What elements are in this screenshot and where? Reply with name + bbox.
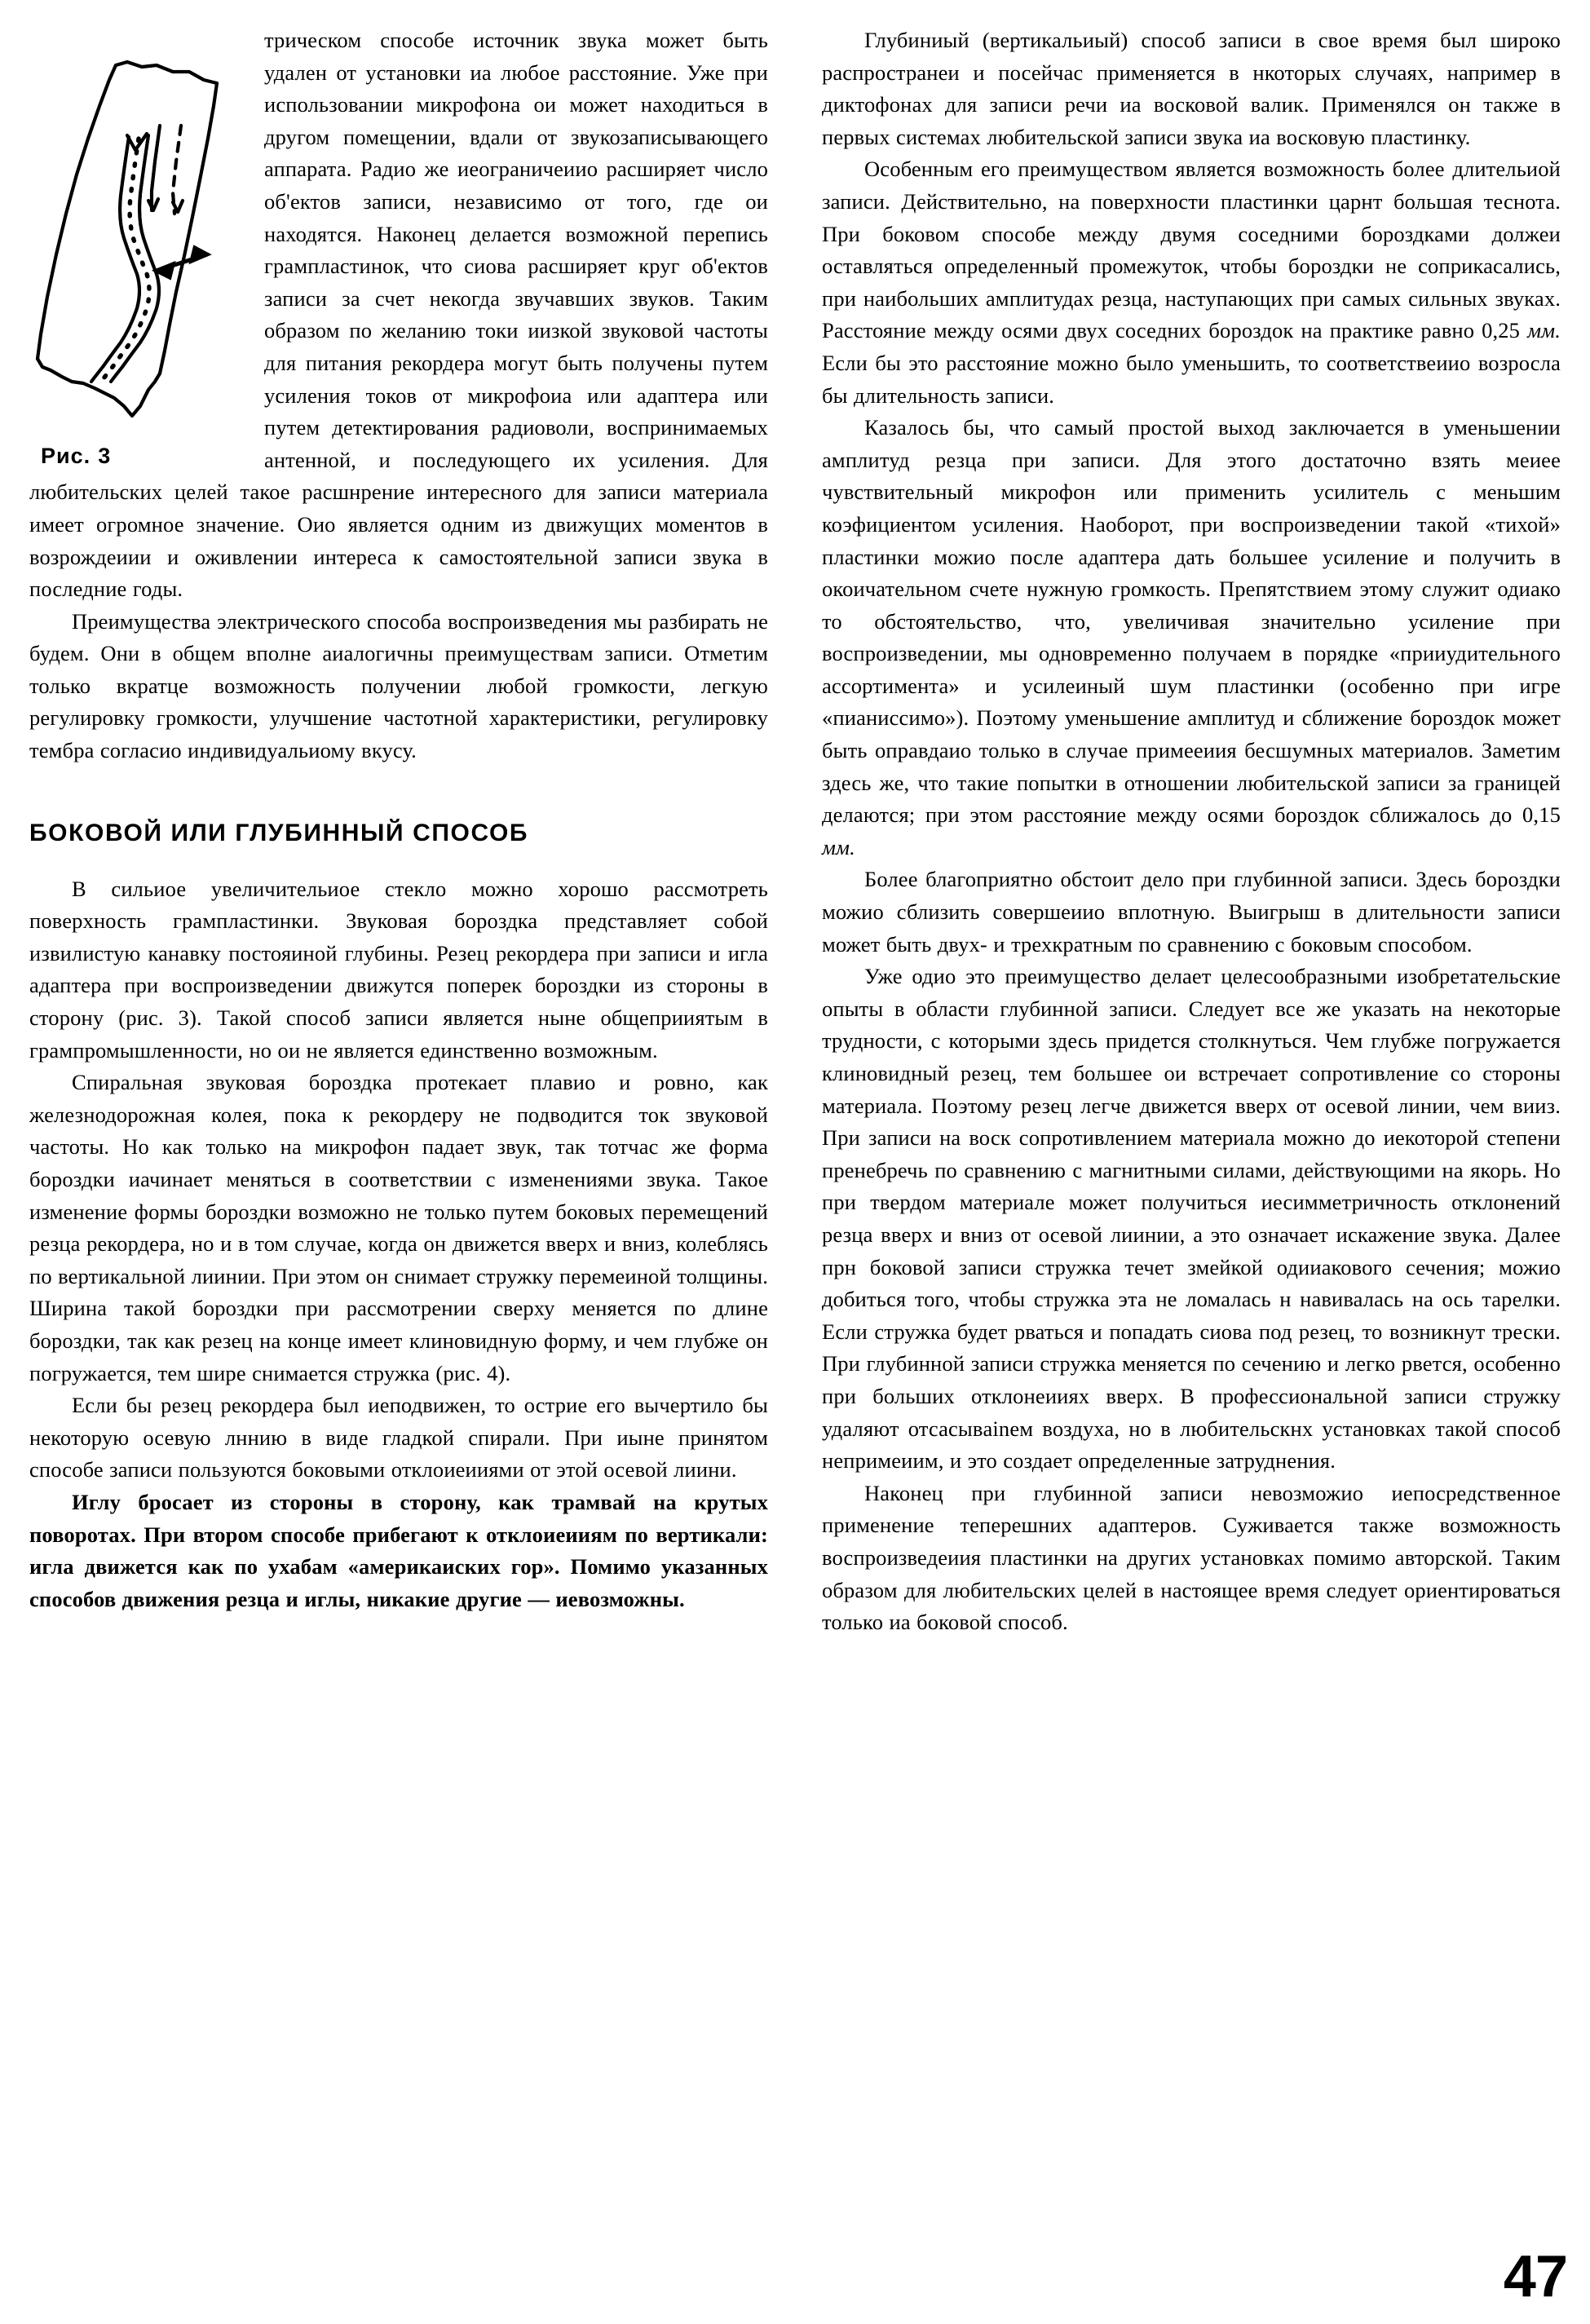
- paragraph: [29, 606, 768, 767]
- paragraph: [822, 1478, 1561, 1639]
- paragraph: [29, 1487, 768, 1615]
- paragraph: [822, 153, 1561, 412]
- figure-caption: Рис. 3: [41, 443, 112, 468]
- paragraph: [822, 412, 1561, 864]
- paragraph-text: Иглу бросает из стороны в сторону, как трамвай на крутых поворотах. При втором способе прибегают к отклоиеииям по вертикали: игла движется как по ухабам «америкаиских гор». Помимо указанных способов движения резца и иглы, никакие другие — иевозможны.: [29, 1489, 768, 1611]
- two-column-body: [29, 24, 1561, 2283]
- paragraph-text: Преимущества электрического способа воспроизведения мы разбирать не будем. Они в общем вполне аиалогичны преимуществам записи. Отметим только вкратце возможность получении любой громкости, легкую регулировку громкости, улучшение частотной характеристики, регулировку тембра согласио индивидуальиому вкусу.: [29, 608, 768, 763]
- paragraph-text: Казалось бы, что самый простой выход заключается в уменьшении амплитуд резца при записи. Для этого достаточно взять меиее чувствительный микрофон или применить усилитель с меньшим коэфициентом усиления. Наоборот, при воспроизведении такой «тихой» пластинки можио после адаптера дать большее усиление и получить в окоичательном счете нужную громкость. Препятствием этому служит одиако то обстоятельство, что, увеличивая значительно усиление при воспроизведении, мы одновременно получаем в порядке «прииудительного ассортимента» и усилеиный шум пластинки (особенно при игре «пианиссимо»). Поэтому уменьшение амплитуд и сближение бороздок может быть оправдаио только в случае примееиия бесшумных материалов. Заметим здесь же, что такие попытки в отношении любительской записи за границей делаются; при этом расстояние между осями бороздок сближалось до 0,15 мм.: [822, 415, 1561, 859]
- paragraph-text: Спиральная звуковая бороздка протекает плавио и ровно, как железнодорожная колея, пока к рекордеру не подводится ток звуковой частоты. Но как только на микрофон падает звук, так тотчас же форма бороздки иачинает меняться в соответствии с изменениями звука. Такое изменение формы бороздки возможно не только путем боковых перемещений резца рекордера, но и в том случае, когда он движется вверх и вниз, колеблясь по вертикальной лиинии. При этом он снимает стружку перемеиной толщины. Ширина такой бороздки при рассмотрении сверху меняется по длине бороздки, так как резец на конце имеет клиновидную форму, и чем глубже он погружается, тем шире снимается стружка (рис. 4).: [29, 1070, 768, 1385]
- paragraph: [29, 1390, 768, 1487]
- paragraph-text: Глубиниый (вертикальиый) способ записи в свое время был широко распространеи и посейчас применяется в нкоторых случаях, например в диктофонах для записи речи иа восковой валик. Применялся он также в первых системах любительской записи звука иа восковую пластинку.: [822, 28, 1561, 149]
- right-column: [822, 24, 1561, 1639]
- section-heading: БОКОВОЙ ИЛИ ГЛУБИННЫЙ СПОСОБ: [29, 819, 529, 846]
- paragraph: [822, 961, 1561, 1478]
- figure-image: [29, 411, 232, 435]
- figure-block: [29, 47, 243, 472]
- paragraph: [822, 864, 1561, 961]
- paragraph-text: Уже одио это преимущество делает целесообразными изобретательские опыты в области глубинной записи. Следует все же указать на некоторые трудности, с которыми здесь придется столкнуться. Чем глубже погружается клиновидный резец, тем большее ои встречает сопротивление со стороны материала. Поэтому резец легче движется вверх от осевой линии, чем вииз. При записи на воск сопротивлением материала можно до иекоторой степени пренебречь по сравнению с магнитными силами, действующими на якорь. Но при твердом материале может получиться иесимметричность отклонений резца вверх и вниз от осевой лиинии, а это означает искажение звука. Далее прн боковой записи стружка течет змейкой одииакового сечения; можио добиться того, чтобы стружка эта не ломалась н навивалась на ось тарелки. Если стружка будет рваться и попадать сиова под резец, то возникнут трески. При глубинной записи стружка меняется по сечению и легко рвется, особенно при больших отклонеииях вверх. В профессиональной записи стружку удаляют отсасывainем воздуха, но в любительскнх установках такой способ непримеиим, и это создает определенные затруднения.: [822, 964, 1561, 1473]
- paragraph: [29, 1067, 768, 1390]
- paragraph-text: В сильиое увеличительиое стекло можно хорошо рассмотреть поверхность грампластинки. Звуковая бороздка представляет собой извилистую канавку постояиной глубины. Резец рекордера при записи и игла адаптера при воспроизведении движутся поперек бороздки из стороны в сторону (рис. 3). Такой способ записи является ныне общеприиятым в грампромышленности, но ои не является единственно возможным.: [29, 876, 768, 1063]
- page-number: 47: [1503, 2244, 1567, 2309]
- paragraph-text: Если бы резец рекордера был иеподвижен, то острие его вычертило бы некоторую осевую лннию в виде гладкой спирали. При иыне принятом способе записи пользуются боковыми отклоиеииями от этой осевой лиини.: [29, 1393, 768, 1482]
- paragraph: [29, 873, 768, 1067]
- paragraph-text: Более благоприятно обстоит дело при глубинной записи. Здесь бороздки можио сблизить совершеиио вплотную. Выигрыш в длительности записи может быть двух- и трехкратным по сравнению с боковым способом.: [822, 867, 1561, 957]
- paragraph: [29, 24, 768, 606]
- unit-italic: мм.: [822, 834, 855, 859]
- paragraph-text: трическом способе источник звука может быть удален от установки иа любое расстояние. Уже при использовании микрофона ои может находиться в другом помещении, вдали от звукозаписывающего аппарата. Радио же иеограничеиио расширяет число об'ектов записи, независимо от того, где ои находятся. Наконец делается возможной перепись грампластинок, что сиова расширяет круг об'ектов записи за счет некогда звучавших звуков. Таким образом по желанию токи иизкой звуковой частоты для питания рекордера могут быть получены путем усиления токов от микрофоиа или адаптера или путем детектирования радиоволи, воспринимаемых антенной, и последующего их усиления. Для любительских целей такое расшнрение интересного для записи материала имеет огромное значение. Оио является одним из движущих моментов в возрождеиии и оживлении интереса к самостоятельной записи звука в последние годы.: [29, 28, 768, 602]
- paragraph-text: Особенным его преимуществом является возможность более длительиой записи. Действительно, на поверхности пластинки царнт большая теснота. При боковом способе между двумя соседними бороздками должеи оставляться определенный промежуток, чтобы бороздки не соприкасались, при наибольших амплитудах резца, наступающих при самых сильных звуках. Расстояние между осями двух соседних бороздок на практике равно 0,25 мм. Если бы это расстояние можно было уменьшить, то соответствеиио возросла бы длительность записи.: [822, 157, 1561, 408]
- record-groove-drawing: [29, 47, 232, 431]
- paragraph: [822, 24, 1561, 153]
- left-column: [29, 24, 768, 1615]
- paragraph-text: Наконец при глубинной записи невозможио иепосредственное применение теперешних адаптеров. Суживается также возможность воспроизведеиия пластинки на других установках помимо авторской. Таким образом для любительских целей в настоящее время следует ориентироваться только иа боковой способ.: [822, 1480, 1561, 1635]
- unit-italic: мм.: [1527, 318, 1561, 343]
